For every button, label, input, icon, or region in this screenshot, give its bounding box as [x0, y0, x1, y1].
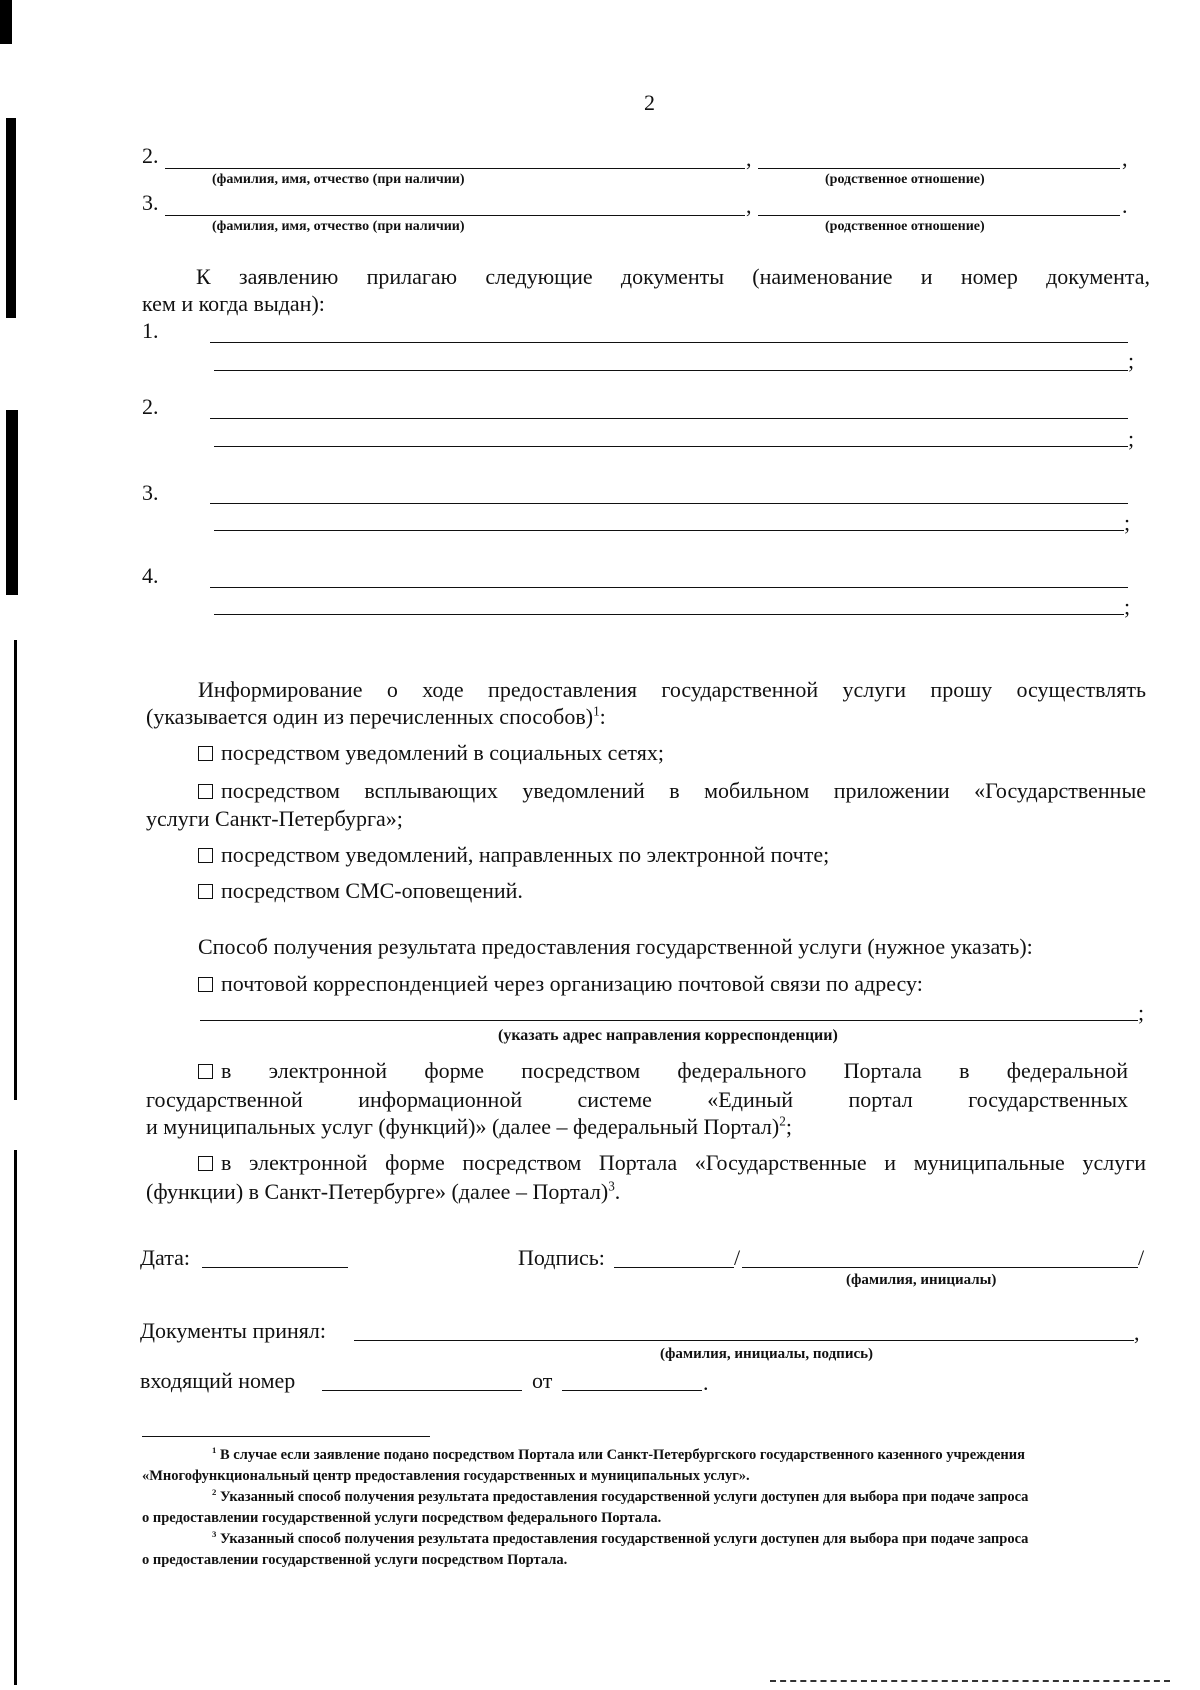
- date-label: Дата:: [140, 1245, 190, 1270]
- item-end: ;: [1128, 426, 1135, 451]
- separator-comma: ,: [746, 146, 752, 171]
- result-option-federal-line2: государственной информационной системе «Единый портал государственных: [146, 1087, 1128, 1112]
- result-option-portal[interactable]: [198, 1152, 1146, 1174]
- checkbox[interactable]: [198, 848, 213, 863]
- signature-caption: (фамилия, инициалы): [846, 1272, 997, 1288]
- relation-field[interactable]: [758, 168, 1120, 169]
- attachment-field-line[interactable]: [214, 530, 1124, 531]
- footnote-1-line1: [212, 1445, 1025, 1463]
- informing-option-app[interactable]: [198, 780, 1146, 802]
- incoming-label: входящий номер: [140, 1368, 296, 1393]
- footnote-text: Указанный способ получения результата предоставления государственной услуги доступен для выбора при подаче запроса: [219, 1531, 1029, 1547]
- footnote-text: В случае если заявление подано посредством Портала или Санкт-Петербургского государственного казенного учреждения: [219, 1447, 1025, 1463]
- informing-option-app-line2: услуги Санкт-Петербурга»;: [146, 806, 403, 831]
- name-caption: (фамилия, имя, отчество (при наличии): [212, 172, 465, 187]
- incoming-end: .: [703, 1370, 709, 1395]
- footnote-1-line2: «Многофункциональный центр предоставления государственных и муниципальных услуг».: [142, 1468, 750, 1484]
- option-label: посредством уведомлений в социальных сетях;: [221, 740, 664, 765]
- result-option-mail[interactable]: [198, 973, 923, 995]
- relation-caption: (родственное отношение): [825, 172, 985, 187]
- incoming-number-field[interactable]: [322, 1390, 522, 1391]
- scan-edge-mark: [6, 410, 18, 595]
- informing-option-sms[interactable]: [198, 880, 523, 902]
- attachment-field-line[interactable]: [214, 614, 1124, 615]
- checkbox[interactable]: [198, 1064, 213, 1079]
- result-intro: Способ получения результата предоставления государственной услуги (нужное указать):: [198, 934, 1033, 959]
- footnote-3-line1: [212, 1529, 1029, 1547]
- result-option-federal-line3: [146, 1113, 792, 1139]
- item-end: ;: [1124, 594, 1131, 619]
- footnote-separator: [142, 1436, 430, 1437]
- footnote-2-line2: о предоставлении государственной услуги посредством федерального Портала.: [142, 1510, 662, 1526]
- row-number: 2.: [142, 143, 159, 168]
- scan-noise: [770, 1680, 1170, 1682]
- scan-edge-mark: [14, 640, 17, 1100]
- checkbox[interactable]: [198, 884, 213, 899]
- footnote-mark: 2: [212, 1487, 217, 1498]
- signature-name-field[interactable]: [742, 1267, 1138, 1268]
- item-number: 3.: [142, 480, 159, 505]
- federal-text: и муниципальных услуг (функций)» (далее – федеральный Портал): [146, 1114, 780, 1139]
- name-field[interactable]: [165, 168, 745, 169]
- attachment-field-line[interactable]: [214, 370, 1128, 371]
- attachments-intro-line2: кем и когда выдан):: [142, 291, 325, 316]
- accepted-caption: (фамилия, инициалы, подпись): [660, 1346, 874, 1362]
- signature-field[interactable]: [614, 1267, 734, 1268]
- option-label: посредством всплывающих уведомлений в мобильном приложении «Государственные: [221, 778, 1146, 803]
- option-label: в электронной форме посредством Портала «Государственные и муниципальные услуги: [221, 1150, 1146, 1175]
- row-end: ,: [1122, 146, 1128, 171]
- footnote-mark: 3: [212, 1529, 217, 1540]
- address-field[interactable]: [200, 1020, 1138, 1021]
- item-number: 2.: [142, 394, 159, 419]
- attachment-field-line[interactable]: [210, 503, 1128, 504]
- from-label: от: [532, 1368, 553, 1393]
- attachment-field-line[interactable]: [210, 587, 1128, 588]
- address-end: ;: [1138, 1000, 1145, 1025]
- name-field[interactable]: [165, 215, 745, 216]
- footnote-2-line1: [212, 1487, 1029, 1505]
- signature-slash-end: /: [1138, 1245, 1145, 1270]
- checkbox[interactable]: [198, 746, 213, 761]
- informing-intro-text: (указывается один из перечисленных способов): [146, 704, 594, 729]
- footnote-ref: 3: [608, 1178, 615, 1194]
- option-label: посредством уведомлений, направленных по электронной почте;: [221, 842, 830, 867]
- result-option-portal-line2: [146, 1178, 621, 1204]
- relation-caption: (родственное отношение): [825, 219, 985, 234]
- attachment-field-line[interactable]: [210, 342, 1128, 343]
- incoming-date-field[interactable]: [562, 1390, 702, 1391]
- signature-slash: /: [734, 1245, 741, 1270]
- footnote-ref: 1: [593, 703, 600, 719]
- separator-comma: ,: [746, 193, 752, 218]
- row-number: 3.: [142, 190, 159, 215]
- option-label: посредством СМС-оповещений.: [221, 878, 523, 903]
- accepted-field[interactable]: [354, 1340, 1134, 1341]
- portal-text: (функции) в Санкт-Петербурге» (далее – Портал): [146, 1179, 609, 1204]
- informing-intro-line2: [146, 703, 606, 729]
- scan-edge-mark: [6, 118, 16, 318]
- checkbox[interactable]: [198, 977, 213, 992]
- option-label: в электронной форме посредством федерального Портала в федеральной: [221, 1058, 1128, 1083]
- attachment-field-line[interactable]: [210, 418, 1128, 419]
- signature-label: Подпись:: [518, 1245, 605, 1270]
- informing-intro-line1: Информирование о ходе предоставления государственной услуги прошу осуществлять: [198, 677, 1146, 702]
- result-option-federal[interactable]: [198, 1060, 1128, 1082]
- name-caption: (фамилия, имя, отчество (при наличии): [212, 219, 465, 234]
- informing-intro-end: :: [599, 704, 606, 729]
- portal-end: .: [614, 1179, 621, 1204]
- scan-edge-mark: [0, 0, 12, 44]
- item-end: ;: [1124, 510, 1131, 535]
- item-number: 4.: [142, 563, 159, 588]
- accepted-end: ,: [1134, 1320, 1140, 1345]
- item-number: 1.: [142, 318, 159, 343]
- footnote-3-line2: о предоставлении государственной услуги посредством Портала.: [142, 1552, 568, 1568]
- checkbox[interactable]: [198, 784, 213, 799]
- item-end: ;: [1128, 348, 1135, 373]
- page-number: 2: [644, 90, 655, 115]
- attachments-intro-line1: К заявлению прилагаю следующие документы (наименование и номер документа,: [196, 264, 1150, 289]
- date-field[interactable]: [202, 1267, 348, 1268]
- informing-option-social[interactable]: [198, 742, 664, 764]
- relation-field[interactable]: [758, 215, 1120, 216]
- informing-option-email[interactable]: [198, 844, 829, 866]
- footnote-text: Указанный способ получения результата предоставления государственной услуги доступен для выбора при подаче запроса: [219, 1489, 1029, 1505]
- row-end: .: [1122, 193, 1128, 218]
- option-label: почтовой корреспонденцией через организацию почтовой связи по адресу:: [221, 971, 923, 996]
- federal-end: ;: [785, 1114, 792, 1139]
- footnote-ref: 2: [779, 1113, 786, 1129]
- address-caption: (указать адрес направления корреспонденции): [498, 1027, 838, 1044]
- scan-edge-mark: [14, 1150, 17, 1685]
- checkbox[interactable]: [198, 1156, 213, 1171]
- accepted-label: Документы принял:: [140, 1318, 326, 1343]
- footnote-mark: 1: [212, 1445, 217, 1456]
- attachment-field-line[interactable]: [214, 446, 1128, 447]
